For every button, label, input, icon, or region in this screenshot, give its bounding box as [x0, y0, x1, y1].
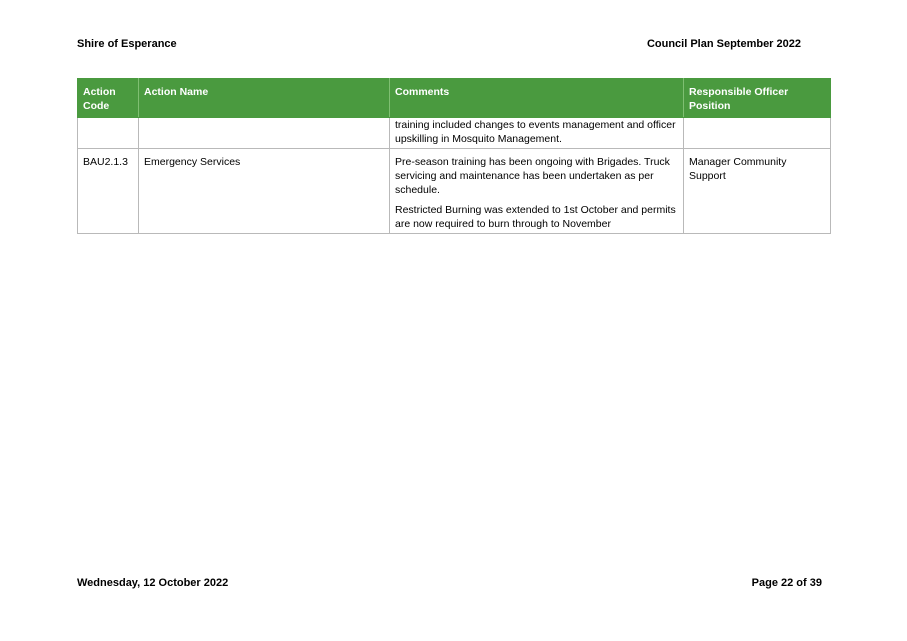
column-header-responsible-officer — [684, 79, 831, 118]
column-header-action-name — [139, 79, 390, 118]
table-header-row — [78, 79, 831, 118]
action-table — [77, 78, 831, 234]
column-header-line: Comments — [395, 86, 450, 98]
footer-page-number: Page 22 of 39 — [751, 577, 822, 589]
comment-paragraph: training included changes to events management and officer upskilling in Mosquito Management. — [395, 119, 676, 145]
cell-comments — [390, 149, 684, 234]
column-header-line: Action Name — [144, 86, 209, 98]
cell-action-name — [139, 118, 390, 149]
table-row — [78, 149, 831, 234]
comment-paragraph: Pre-season training has been ongoing with Brigades. Truck servicing and maintenance has been undertaken as per schedule. — [395, 156, 670, 196]
column-header-line: Position — [689, 100, 731, 112]
document-title: Council Plan September 2022 — [646, 38, 801, 50]
table-row-continued — [78, 118, 831, 149]
column-header-line: Action — [83, 86, 116, 98]
cell-comments — [390, 118, 684, 149]
column-header-line: Responsible Officer — [689, 86, 789, 98]
cell-action-code: BAU2.1.3 — [78, 149, 139, 234]
cell-action-name: Emergency Services — [139, 149, 390, 234]
footer-date: Wednesday, 12 October 2022 — [77, 577, 229, 589]
column-header-line: Code — [83, 100, 110, 112]
organisation-name: Shire of Esperance — [77, 38, 177, 50]
cell-responsible-officer: Manager Community Support — [684, 149, 831, 234]
column-header-comments — [390, 79, 684, 118]
cell-action-code — [78, 118, 139, 149]
cell-responsible-officer — [684, 118, 831, 149]
column-header-action-code — [78, 79, 139, 118]
comment-paragraph: Restricted Burning was extended to 1st October and permits are now required to burn through to November — [395, 204, 676, 230]
